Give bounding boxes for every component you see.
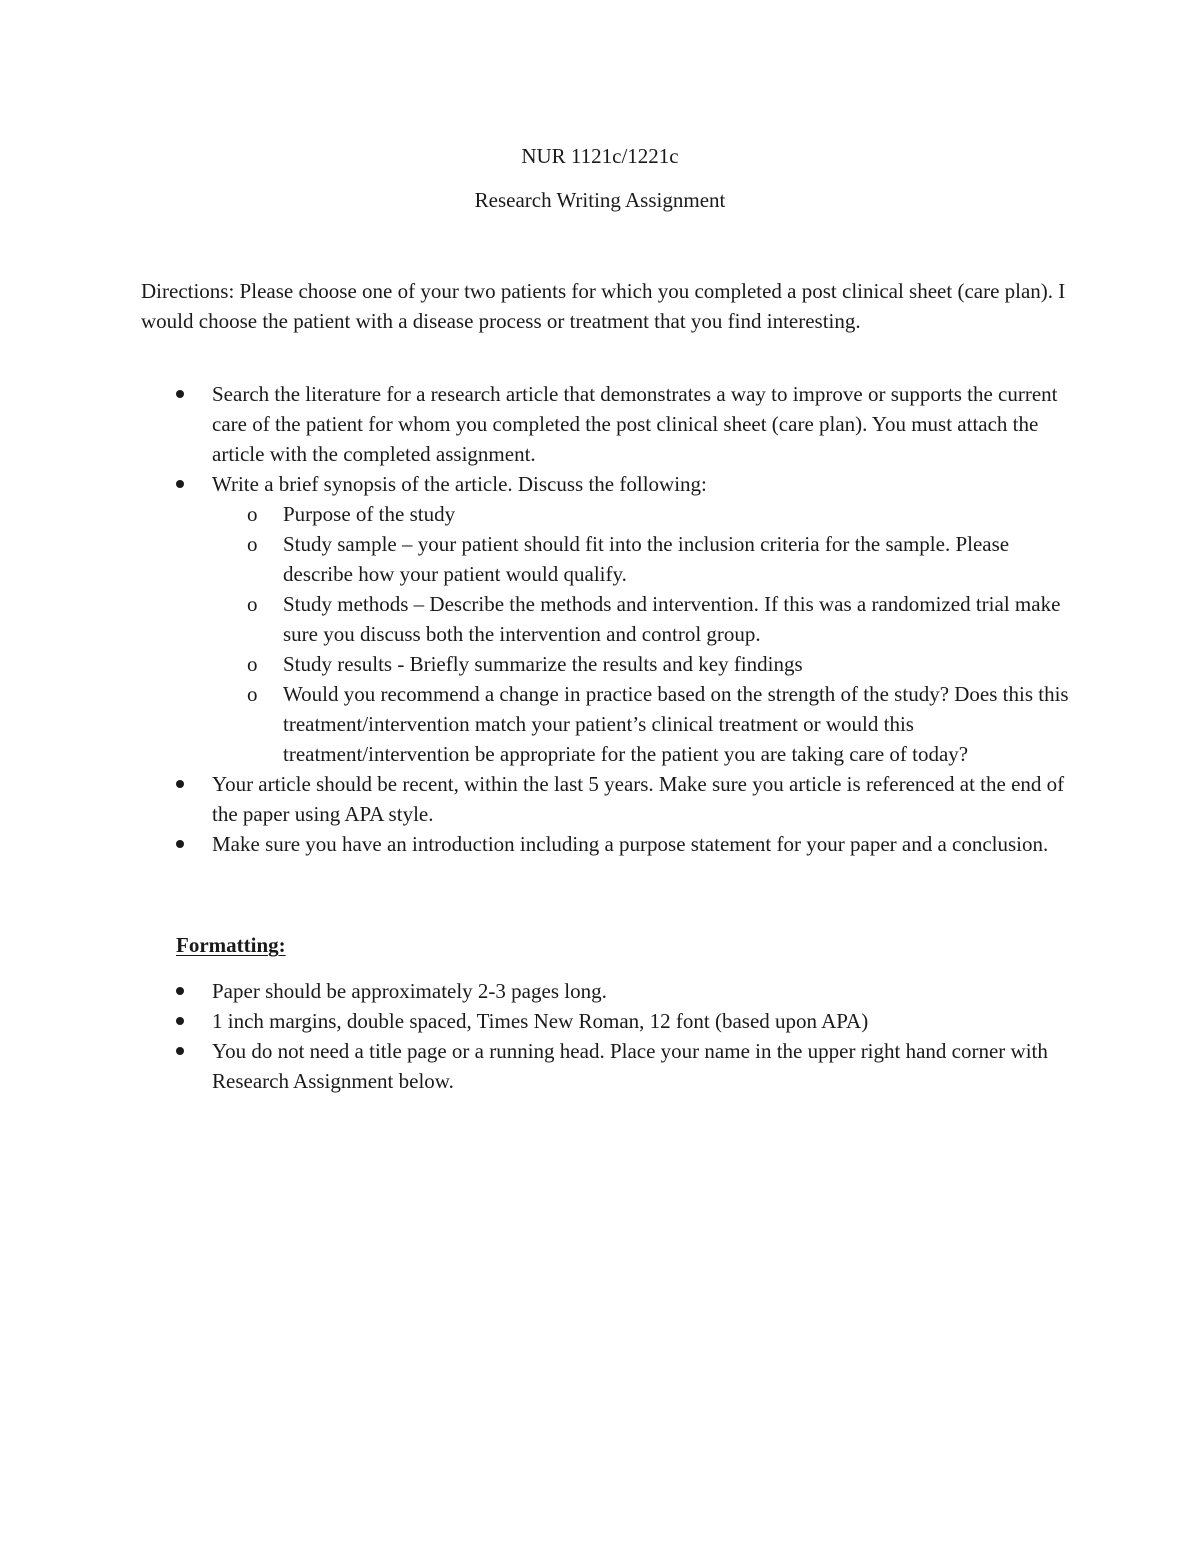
list-item-text: Write a brief synopsis of the article. Discuss the following: (212, 472, 707, 496)
bullet-icon (176, 987, 184, 995)
list-item (141, 1036, 1081, 1096)
sub-list-item (212, 499, 1081, 529)
list-item (141, 1006, 1081, 1036)
bullet-icon (176, 1017, 184, 1025)
instructions-list (141, 379, 1081, 859)
sub-list-item (212, 529, 1081, 589)
circle-bullet-icon: o (247, 652, 258, 676)
list-item-text: You do not need a title page or a running head. Place your name in the upper right hand corner with Research Assignment below. (212, 1039, 1048, 1093)
sub-list-item-text: Study methods – Describe the methods and intervention. If this was a randomized trial make sure you discuss both the intervention and control group. (283, 592, 1061, 646)
sub-list-item (212, 589, 1081, 649)
bullet-icon (176, 390, 184, 398)
synopsis-sublist (212, 499, 1081, 769)
list-item (141, 829, 1081, 859)
sub-list-item (212, 679, 1081, 769)
sub-list-item-text: Study results - Briefly summarize the results and key findings (283, 652, 803, 676)
list-item-text: Search the literature for a research article that demonstrates a way to improve or supports the current care of the patient for whom you completed the post clinical sheet (care plan). You must attach the article with the completed assignment. (212, 382, 1058, 466)
directions-paragraph: Directions: Please choose one of your two patients for which you completed a post clinical sheet (care plan). I would choose the patient with a disease process or treatment that you find interesting. (141, 279, 1066, 333)
list-item (141, 379, 1081, 469)
list-item-text: Your article should be recent, within the last 5 years. Make sure you article is referenced at the end of the paper using APA style. (212, 772, 1065, 826)
bullet-icon (176, 780, 184, 788)
circle-bullet-icon: o (247, 532, 258, 556)
circle-bullet-icon: o (247, 502, 258, 526)
list-item-text: Make sure you have an introduction including a purpose statement for your paper and a conclusion. (212, 832, 1049, 856)
list-item-text: Paper should be approximately 2-3 pages long. (212, 979, 607, 1003)
bullet-icon (176, 1047, 184, 1055)
bullet-icon (176, 480, 184, 488)
list-item (141, 976, 1081, 1006)
assignment-title: Research Writing Assignment (474, 188, 726, 212)
circle-bullet-icon: o (247, 592, 258, 616)
formatting-heading: Formatting: (176, 933, 286, 957)
sub-list-item (212, 649, 1081, 679)
bullet-icon (176, 840, 184, 848)
sub-list-item-text: Would you recommend a change in practice based on the strength of the study? Does this this treatment/intervention match your patient’s clinical treatment or would this treatment/intervention be appropriate for the patient you are taking care of today? (283, 682, 1069, 766)
list-item-text: 1 inch margins, double spaced, Times New Roman, 12 font (based upon APA) (212, 1009, 869, 1033)
list-item (141, 469, 1081, 769)
list-item (141, 769, 1081, 829)
sub-list-item-text: Purpose of the study (283, 502, 456, 526)
course-code: NUR 1121c/1221c (521, 144, 679, 168)
circle-bullet-icon: o (247, 682, 258, 706)
formatting-list (141, 976, 1081, 1096)
sub-list-item-text: Study sample – your patient should fit into the inclusion criteria for the sample. Please describe how your patient would qualify. (283, 532, 1010, 586)
